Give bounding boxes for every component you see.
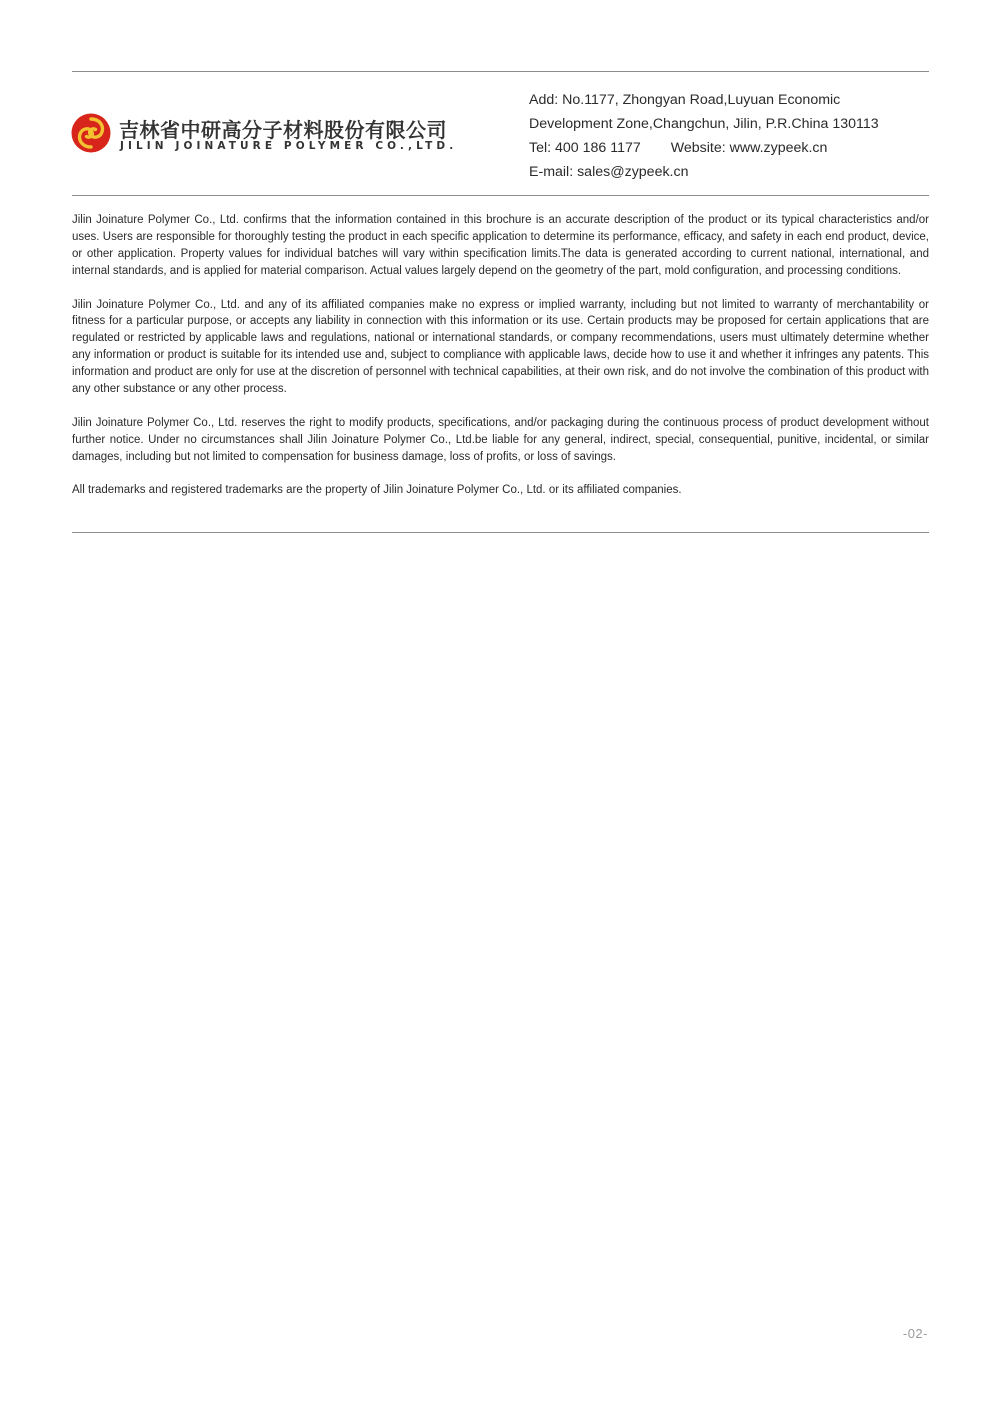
company-name-cn: 吉林省中研高分子材料股份有限公司 (119, 118, 447, 142)
disclaimer-paragraph: All trademarks and registered trademarks are the property of Jilin Joinature Polymer Co., Ltd. or its affiliated companies. (72, 484, 682, 497)
phone-number: Tel: 400 186 1177 (529, 140, 641, 156)
top-divider (72, 71, 929, 72)
company-name-en: JILIN JOINATURE POLYMER CO.,LTD. (120, 140, 458, 152)
disclaimer-paragraph: Jilin Joinature Polymer Co., Ltd. confirms that the information contained in this brochure is an accurate description of the product or its typical characteristics and/or uses. Users are responsible for thoroughly testing the product in each specific application to determine its performance, efficacy, and safety in each end product, device, or other application. Property values for individual batches will vary within specification limits.The data is generated according to current national, international, and internal standards, and is applied for material comparison. Actual values largely depend on the geometry of the part, mold configuration, and processing conditions. (72, 214, 929, 277)
website-link[interactable]: Website: www.zypeek.cn (670, 140, 828, 156)
company-logo-icon (71, 113, 111, 153)
address-line-1: Add: No.1177, Zhongyan Road,Luyuan Economic (529, 92, 841, 108)
page-number: -02- (902, 1326, 928, 1341)
header-divider (72, 195, 929, 196)
phone-website-line (529, 136, 929, 160)
email-link[interactable]: E-mail: sales@zypeek.cn (529, 164, 689, 180)
disclaimer-paragraph: Jilin Joinature Polymer Co., Ltd. and any of its affiliated companies make no express or implied warranty, including but not limited to warranty of merchantability or fitness for a particular purpose, or accepts any liability in connection with this information or its use. Certain products may be proposed for certain applications that are regulated or restricted by applicable laws and regulations, national or international standards, or company recommendations, users must ultimately determine whether any information or product is suitable for its intended use and, subject to compliance with applicable laws, decide how to use it and whether it infringes any patents. This information and product are only for use at the discretion of personnel with technical capabilities, at their own risk, and do not involve the combination of this product with any other substance or any other process. (72, 298, 929, 396)
contact-info (529, 88, 929, 184)
address-line-2: Development Zone,Changchun, Jilin, P.R.China 130113 (529, 116, 879, 132)
company-logo (71, 113, 471, 157)
bottom-divider (72, 532, 929, 533)
disclaimer-text (72, 212, 929, 516)
disclaimer-paragraph: Jilin Joinature Polymer Co., Ltd. reserves the right to modify products, specifications, and/or packaging during the continuous process of product development without further notice. Under no circumstances shall Jilin Joinature Polymer Co., Ltd.be liable for any general, indirect, special, consequential, punitive, incidental, or similar damages, including but not limited to compensation for business damage, loss of profits, or loss of savings. (72, 416, 929, 463)
